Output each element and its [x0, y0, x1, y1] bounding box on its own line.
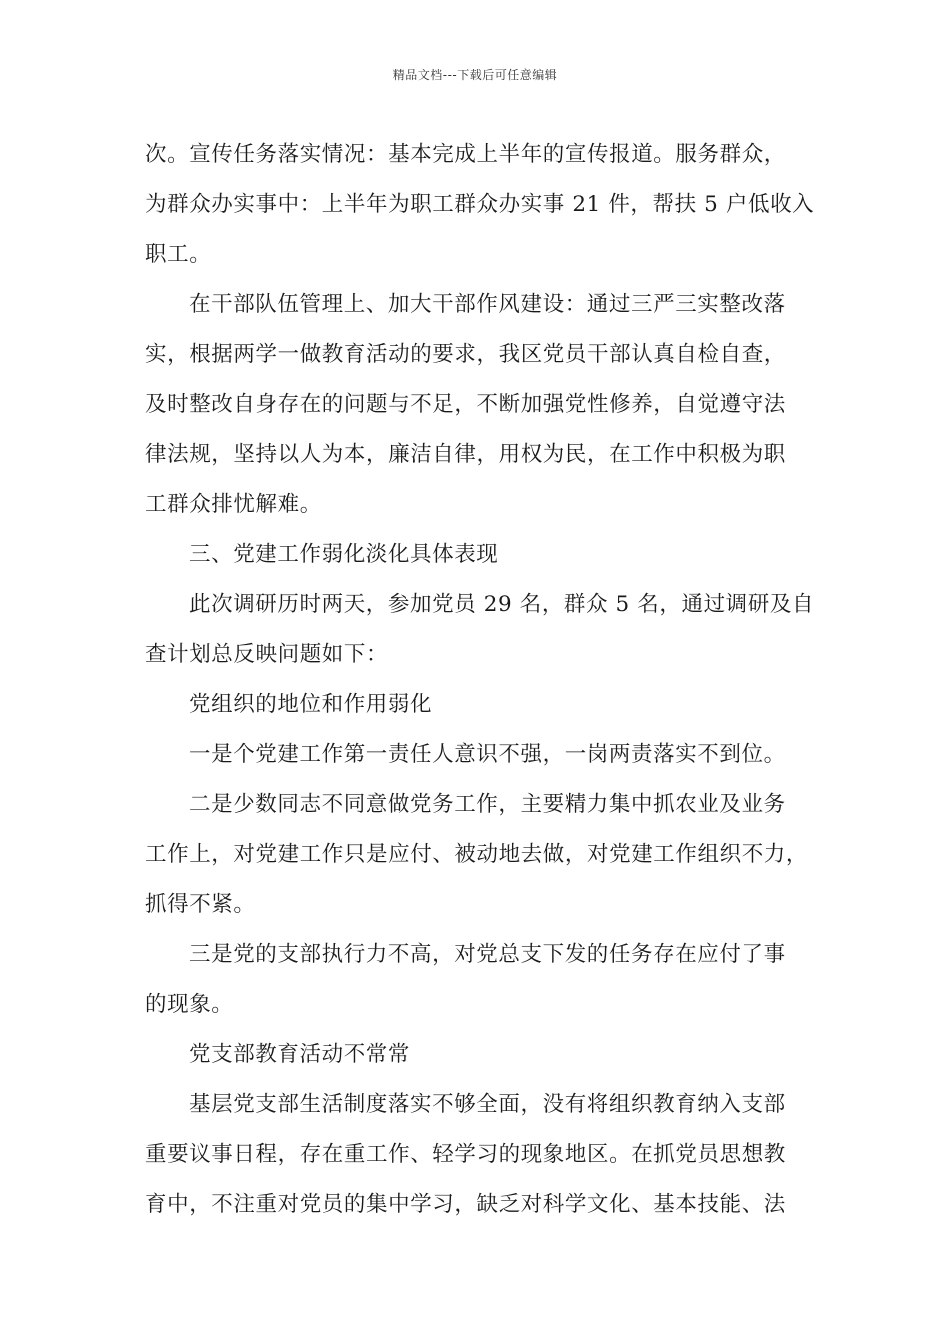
- text-line: 职工。: [145, 242, 212, 267]
- text-line: 实，根据两学一做教育活动的要求，我区党员干部认真自检自查，: [145, 342, 786, 367]
- text-line: 重要议事日程，存在重工作、轻学习的现象地区。在抓党员思想教: [145, 1142, 786, 1167]
- text-line: 及时整改自身存在的问题与不足，不断加强党性修养，自觉遵守法: [145, 392, 786, 417]
- page-header: 精品文档---下载后可任意编辑: [392, 68, 558, 82]
- text-line: 为群众办实事中：上半年为职工群众办实事 21 件，帮扶 5 户低收入: [145, 192, 815, 217]
- text-line: 律法规，坚持以人为本，廉洁自律，用权为民，在工作中积极为职: [145, 442, 786, 467]
- paragraph-start: 一是个党建工作第一责任人意识不强，一岗两责落实不到位。: [189, 742, 786, 767]
- section-heading: 三、党建工作弱化淡化具体表现: [189, 542, 499, 567]
- text-line: 工群众排忧解难。: [145, 492, 322, 517]
- text-line: 次。宣传任务落实情况：基本完成上半年的宣传报道。服务群众，: [145, 142, 786, 167]
- text-line: 查计划总反映问题如下：: [145, 642, 389, 667]
- subsection-heading: 党支部教育活动不常常: [189, 1042, 411, 1067]
- text-line: 抓得不紧。: [145, 892, 256, 917]
- paragraph-start: 三是党的支部执行力不高，对党总支下发的任务存在应付了事: [189, 942, 786, 967]
- document-body: [145, 130, 815, 1230]
- paragraph-start: 基层党支部生活制度落实不够全面，没有将组织教育纳入支部: [189, 1092, 786, 1117]
- paragraph-start: 此次调研历时两天，参加党员 29 名，群众 5 名，通过调研及自: [189, 592, 815, 617]
- text-line: 育中，不注重对党员的集中学习，缺乏对科学文化、基本技能、法: [145, 1192, 786, 1217]
- subsection-heading: 党组织的地位和作用弱化: [189, 692, 433, 717]
- paragraph-start: 在干部队伍管理上、加大干部作风建设：通过三严三实整改落: [189, 292, 786, 317]
- text-line: 工作上，对党建工作只是应付、被动地去做，对党建工作组织不力，: [145, 842, 809, 867]
- text-line: 的现象。: [145, 992, 234, 1017]
- paragraph-start: 二是少数同志不同意做党务工作，主要精力集中抓农业及业务: [189, 792, 786, 817]
